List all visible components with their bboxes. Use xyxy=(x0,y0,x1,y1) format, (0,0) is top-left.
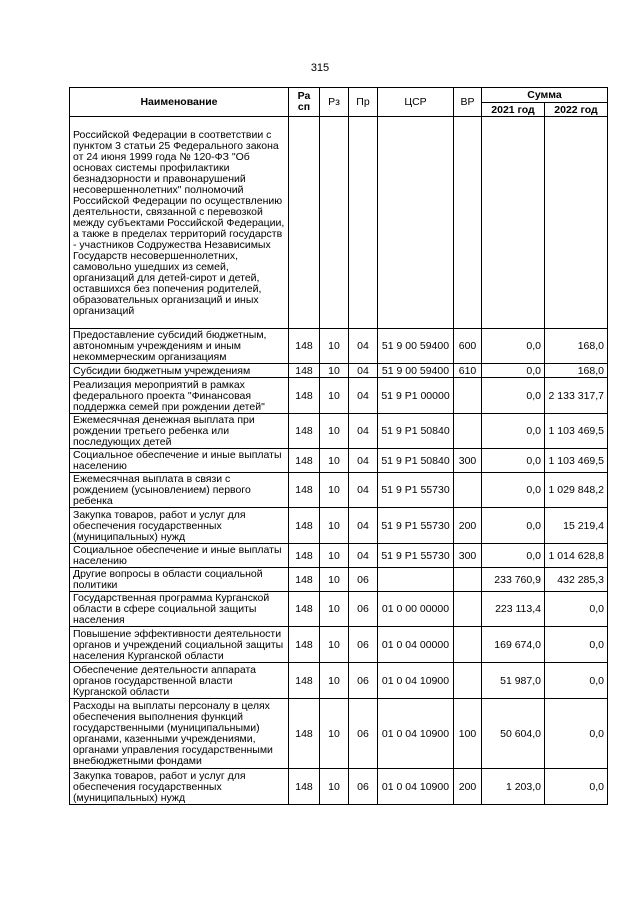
cell-vr xyxy=(454,568,482,592)
cell-2022: 15 219,4 xyxy=(545,508,608,544)
cell-2021: 50 604,0 xyxy=(482,699,545,769)
cell-rz: 10 xyxy=(320,378,349,414)
header-2022: 2022 год xyxy=(545,103,608,117)
cell-rz: 10 xyxy=(320,592,349,627)
cell-vr: 200 xyxy=(454,769,482,805)
budget-table xyxy=(69,87,608,805)
cell-2022: 432 285,3 xyxy=(545,568,608,592)
cell-vr: 300 xyxy=(454,544,482,568)
cell-2021: 0,0 xyxy=(482,544,545,568)
cell-pr: 04 xyxy=(349,364,378,378)
cell-rz: 10 xyxy=(320,508,349,544)
cell-csr: 51 9 P1 00000 xyxy=(378,378,454,414)
table-row xyxy=(70,414,608,449)
table-header xyxy=(70,88,608,117)
cell-name: Ежемесячная денежная выплата при рождении третьего ребенка или последующих детей xyxy=(70,414,289,449)
cell-rz: 10 xyxy=(320,627,349,663)
cell-2022 xyxy=(545,117,608,329)
cell-vr xyxy=(454,473,482,508)
cell-2021: 0,0 xyxy=(482,378,545,414)
header-vr: ВР xyxy=(454,88,482,117)
cell-csr: 51 9 P1 55730 xyxy=(378,508,454,544)
cell-csr: 01 0 04 10900 xyxy=(378,699,454,769)
cell-2021: 1 203,0 xyxy=(482,769,545,805)
cell-pr: 06 xyxy=(349,592,378,627)
cell-vr: 600 xyxy=(454,329,482,364)
table-row xyxy=(70,329,608,364)
header-pr: Пр xyxy=(349,88,378,117)
cell-rz: 10 xyxy=(320,329,349,364)
cell-2022: 2 133 317,7 xyxy=(545,378,608,414)
page-number: 315 xyxy=(310,62,330,74)
cell-pr: 04 xyxy=(349,329,378,364)
cell-name: Реализация мероприятий в рамках федерального проекта "Финансовая поддержка семей при рождении детей" xyxy=(70,378,289,414)
cell-name: Субсидии бюджетным учреждениям xyxy=(70,364,289,378)
cell-rz: 10 xyxy=(320,568,349,592)
cell-rasp: 148 xyxy=(289,364,320,378)
cell-rz: 10 xyxy=(320,663,349,699)
cell-rasp: 148 xyxy=(289,449,320,473)
cell-vr xyxy=(454,592,482,627)
cell-2022: 0,0 xyxy=(545,592,608,627)
cell-rasp: 148 xyxy=(289,699,320,769)
table-row xyxy=(70,449,608,473)
cell-2021: 233 760,9 xyxy=(482,568,545,592)
cell-vr xyxy=(454,627,482,663)
cell-vr: 610 xyxy=(454,364,482,378)
cell-2021: 169 674,0 xyxy=(482,627,545,663)
cell-pr: 04 xyxy=(349,473,378,508)
cell-2021: 0,0 xyxy=(482,329,545,364)
cell-2021: 0,0 xyxy=(482,414,545,449)
table-row xyxy=(70,508,608,544)
cell-name: Повышение эффективности деятельности органов и учреждений социальной защиты населения Курганской области xyxy=(70,627,289,663)
cell-name: Российской Федерации в соответствии с пунктом 3 статьи 25 Федерального закона от 24 июня 1999 года № 120-ФЗ "Об основах системы профилактики безнадзорности и правонарушений несовершеннолетних" полномочий Российской Федерации по осуществлению деятельности, связанной с перевозкой между субъектами Российской Федерации, а также в пределах территорий государств - участников Содружества Независимых Государств несовершеннолетних, самовольно ушедших из семей, организаций для детей-сирот и детей, оставшихся без попечения родителей, образовательных организаций и иных организаций xyxy=(70,117,289,329)
cell-csr: 51 9 00 59400 xyxy=(378,364,454,378)
cell-csr: 01 0 04 10900 xyxy=(378,663,454,699)
cell-rasp: 148 xyxy=(289,378,320,414)
cell-name: Другие вопросы в области социальной политики xyxy=(70,568,289,592)
cell-vr xyxy=(454,378,482,414)
cell-rz: 10 xyxy=(320,769,349,805)
cell-rasp: 148 xyxy=(289,769,320,805)
cell-rasp: 148 xyxy=(289,663,320,699)
table-row xyxy=(70,663,608,699)
cell-2022: 0,0 xyxy=(545,627,608,663)
cell-csr: 51 9 00 59400 xyxy=(378,329,454,364)
cell-pr: 06 xyxy=(349,769,378,805)
cell-pr xyxy=(349,117,378,329)
cell-2021: 0,0 xyxy=(482,364,545,378)
cell-csr xyxy=(378,568,454,592)
cell-rz: 10 xyxy=(320,414,349,449)
cell-name: Закупка товаров, работ и услуг для обеспечения государственных (муниципальных) нужд xyxy=(70,508,289,544)
cell-name: Расходы на выплаты персоналу в целях обеспечения выполнения функций государственными (муниципальными) органами, казенными учреждениями, органами управления государственными внебюджетными фондами xyxy=(70,699,289,769)
cell-2022: 0,0 xyxy=(545,699,608,769)
cell-rasp: 148 xyxy=(289,508,320,544)
header-2021: 2021 год xyxy=(482,103,545,117)
cell-pr: 06 xyxy=(349,568,378,592)
cell-pr: 06 xyxy=(349,663,378,699)
cell-csr: 01 0 04 10900 xyxy=(378,769,454,805)
cell-name: Социальное обеспечение и иные выплаты населению xyxy=(70,544,289,568)
table-row xyxy=(70,699,608,769)
cell-rasp: 148 xyxy=(289,568,320,592)
cell-rz: 10 xyxy=(320,699,349,769)
cell-rz: 10 xyxy=(320,473,349,508)
cell-2022: 1 029 848,2 xyxy=(545,473,608,508)
cell-rasp: 148 xyxy=(289,473,320,508)
cell-2022: 1 103 469,5 xyxy=(545,414,608,449)
cell-csr: 51 9 P1 55730 xyxy=(378,544,454,568)
table-row xyxy=(70,117,608,329)
cell-pr: 04 xyxy=(349,449,378,473)
cell-name: Предоставление субсидий бюджетным, автономным учреждениям и иным некоммерческим организациям xyxy=(70,329,289,364)
cell-csr: 51 9 P1 55730 xyxy=(378,473,454,508)
cell-vr xyxy=(454,414,482,449)
cell-name: Государственная программа Курганской области в сфере социальной защиты населения xyxy=(70,592,289,627)
cell-vr: 200 xyxy=(454,508,482,544)
cell-pr: 06 xyxy=(349,627,378,663)
cell-vr xyxy=(454,663,482,699)
table-row xyxy=(70,568,608,592)
table-body xyxy=(70,117,608,805)
cell-pr: 06 xyxy=(349,699,378,769)
cell-csr xyxy=(378,117,454,329)
cell-rasp: 148 xyxy=(289,592,320,627)
table-row xyxy=(70,769,608,805)
cell-csr: 51 9 P1 50840 xyxy=(378,414,454,449)
cell-name: Закупка товаров, работ и услуг для обеспечения государственных (муниципальных) нужд xyxy=(70,769,289,805)
cell-vr: 100 xyxy=(454,699,482,769)
cell-rasp: 148 xyxy=(289,329,320,364)
cell-2021: 0,0 xyxy=(482,508,545,544)
table-row xyxy=(70,544,608,568)
cell-rasp: 148 xyxy=(289,544,320,568)
cell-2021: 0,0 xyxy=(482,473,545,508)
cell-2021: 51 987,0 xyxy=(482,663,545,699)
table-row xyxy=(70,378,608,414)
cell-rz xyxy=(320,117,349,329)
header-rz: Рз xyxy=(320,88,349,117)
cell-vr xyxy=(454,117,482,329)
cell-2022: 1 014 628,8 xyxy=(545,544,608,568)
cell-rz: 10 xyxy=(320,364,349,378)
table-row xyxy=(70,627,608,663)
cell-vr: 300 xyxy=(454,449,482,473)
cell-rasp: 148 xyxy=(289,414,320,449)
cell-name: Обеспечение деятельности аппарата органов государственной власти Курганской области xyxy=(70,663,289,699)
header-rasp: Ра сп xyxy=(289,88,320,117)
cell-rz: 10 xyxy=(320,544,349,568)
header-sum: Сумма xyxy=(482,88,608,103)
cell-csr: 01 0 04 00000 xyxy=(378,627,454,663)
cell-pr: 04 xyxy=(349,508,378,544)
cell-2022: 168,0 xyxy=(545,364,608,378)
table-row xyxy=(70,592,608,627)
table-row xyxy=(70,364,608,378)
cell-csr: 01 0 00 00000 xyxy=(378,592,454,627)
cell-name: Социальное обеспечение и иные выплаты населению xyxy=(70,449,289,473)
cell-rasp xyxy=(289,117,320,329)
header-csr: ЦСР xyxy=(378,88,454,117)
cell-rasp: 148 xyxy=(289,627,320,663)
cell-2021: 223 113,4 xyxy=(482,592,545,627)
cell-pr: 04 xyxy=(349,414,378,449)
header-name: Наименование xyxy=(70,88,289,117)
cell-csr: 51 9 P1 50840 xyxy=(378,449,454,473)
cell-pr: 04 xyxy=(349,544,378,568)
cell-name: Ежемесячная выплата в связи с рождением (усыновлением) первого ребенка xyxy=(70,473,289,508)
table-row xyxy=(70,473,608,508)
cell-2021: 0,0 xyxy=(482,449,545,473)
cell-2022: 1 103 469,5 xyxy=(545,449,608,473)
cell-2022: 0,0 xyxy=(545,769,608,805)
cell-pr: 04 xyxy=(349,378,378,414)
cell-2022: 168,0 xyxy=(545,329,608,364)
cell-rz: 10 xyxy=(320,449,349,473)
cell-2021 xyxy=(482,117,545,329)
cell-2022: 0,0 xyxy=(545,663,608,699)
